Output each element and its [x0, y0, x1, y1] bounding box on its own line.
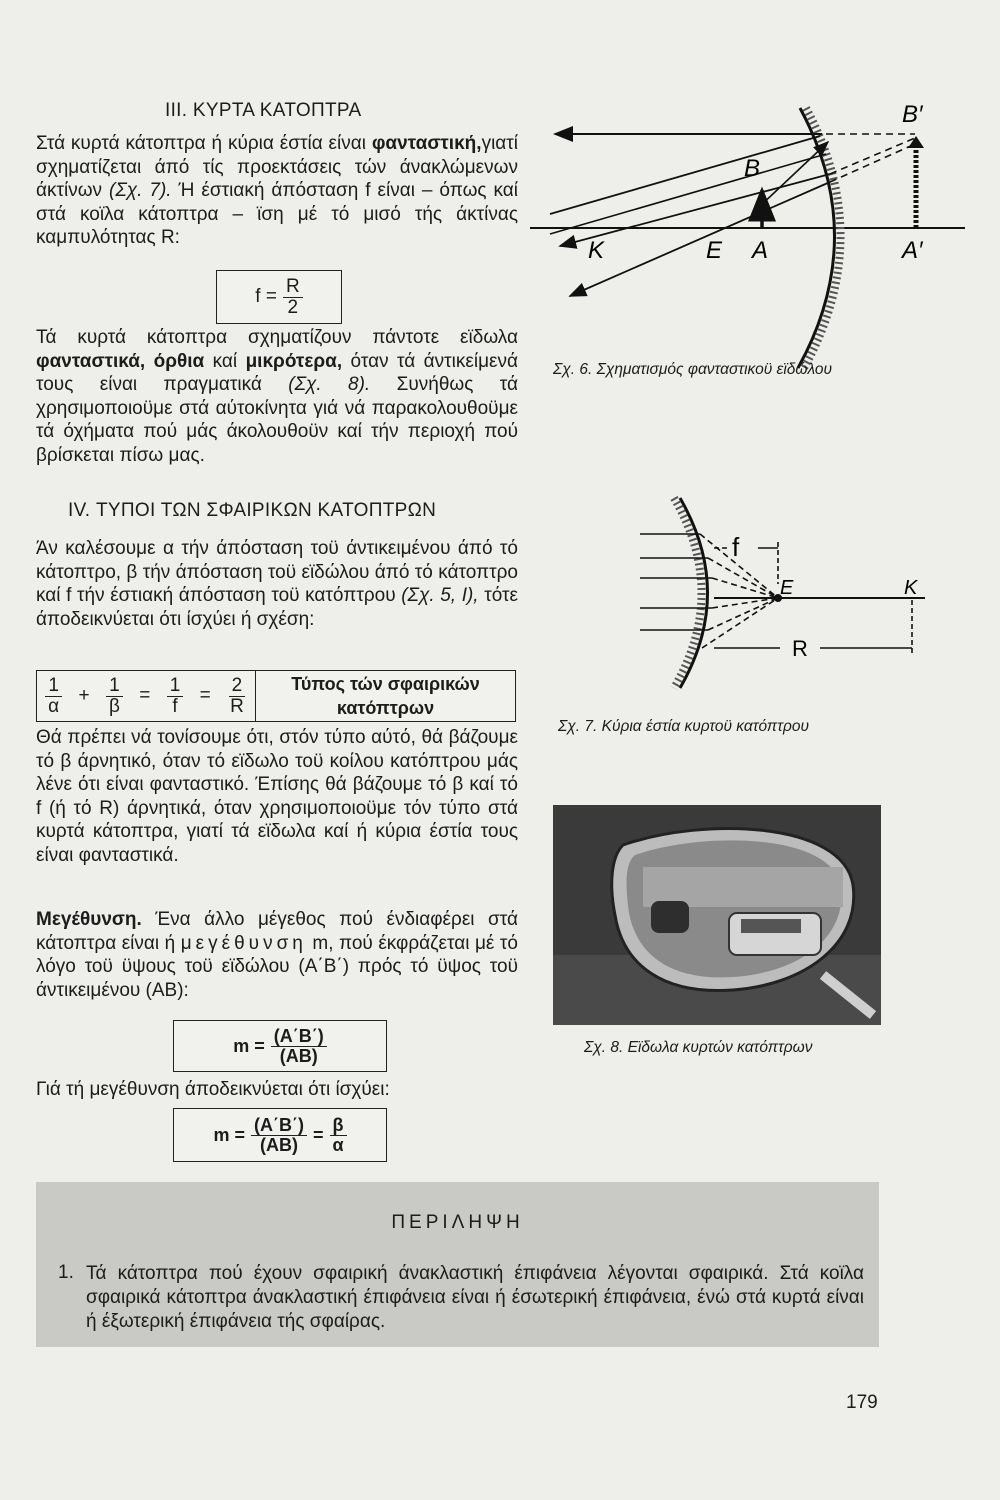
extension-3	[830, 144, 915, 182]
extension-2	[830, 138, 915, 174]
section3-paragraph-2: Τά κυρτά κάτοπτρα σχηματίζουν πάντοτε εϊδωλα φανταστικά, όρθια καί μικρότερα, όταν τά άντικείμενά τους είναι πραγματικά (Σχ. 8). Συνήθως τά χρησιμοποιοϋμε στά αύτοκίνητα γιά νά παρακολουθοϋμε τά όχήματα πού μάς άκολουθοϋν καί τήν περιοχή πού βρίσκεται πίσω μας.	[36, 327, 518, 466]
summary-item-text: Τά κάτοπτρα πού έχουν σφαιρική άνακλαστική έπιφάνεια λέγονται σφαιρικά. Στά κοϊλα σφαιρικά κάτοπτρα άνακλαστική έπιφάνεια είναι ή έσωτερική έπιφάνεια, ένώ στά κυρτά είναι ή έξωτερική έπιφάνεια τής σφαίρας.	[86, 1263, 864, 1332]
figure-6-diagram	[530, 88, 970, 378]
summary-title: ΠΕΡΙΛΗΨΗ	[391, 1212, 524, 1233]
section4-paragraph-2: Θά πρέπει νά τονίσουμε ότι, στόν τύπο αύτό, θά βάζουμε τό β άρνητικό, όταν τό εϊδωλο τοϋ κοίλου κατόπτρου μάς λένε ότι είναι φανταστικό. Έπίσης θά βάζουμε τό β καί τό f (ή τό R) άρνητικά, όταν χρησιμοποιοϋμε τόν τύπο στά κυρτά κάτοπτρα, γιατί τά εϊδωλα καί ή κύρια έστία τους είναι φανταστικά.	[36, 727, 518, 866]
incident-ray-1	[550, 136, 820, 214]
reflected-car-1	[651, 901, 689, 933]
label-A: A	[752, 237, 769, 264]
label-f: f	[732, 532, 740, 562]
magnification-ratio-formula: m = $\frac{(A΄B΄)}{(AB)}$ = $\frac{\beta}{\alpha}$	[173, 1108, 387, 1162]
mirror-hatching	[674, 498, 702, 688]
section4-heading: IV. ΤΥΠΟΙ ΤΩΝ ΣΦΑΙΡΙΚΩΝ ΚΑΤΟΠΤΡΩΝ	[68, 500, 437, 521]
image-arrowhead	[908, 136, 924, 148]
section3-paragraph-1: Στά κυρτά κάτοπτρα ή κύρια έστία είναι φανταστική,γιατί σχηματίζεται άπό τίς προεκτάσεις τών άνακλώμενων άκτίνων (Σχ. 7). Ή έστιακή άπόσταση f είναι – όπως καί στά κοϊλα κάτοπτρα – ϊση μέ τό μισό τής άκτίνας καμπυλότητας R:	[36, 133, 519, 249]
reflected-car-2-window	[741, 919, 801, 933]
figure-8-photo	[553, 805, 881, 1025]
reflected-ray-3	[570, 182, 830, 296]
reflected-ray-2	[560, 174, 830, 246]
figure-7-diagram	[640, 488, 940, 698]
label-E: E	[780, 577, 794, 599]
mirror-equation-box	[36, 670, 516, 722]
section4-paragraph-1: Άν καλέσουμε α τήν άπόσταση τοϋ άντικειμένου άπό τό κάτοπτρο, β τήν άπόσταση τοϋ εϊδώλου άπό τό κάτοπτρο καί f τήν έστιακή άπόσταση τοϋ κατόπτρου (Σχ. 5, Ι), τότε άποδεικνύεται ότι ίσχύει ή σχέση:	[36, 538, 518, 630]
focal-length-formula: f = $\frac{R}{2}$	[216, 270, 342, 324]
label-B: B	[744, 155, 761, 182]
ray-through-B	[550, 154, 826, 234]
figure-7-caption: Σχ. 7. Κύρια έστία κυρτοϋ κατόπτρου	[558, 718, 809, 735]
figure-8-caption: Σχ. 8. Εϊδωλα κυρτών κατόπτρων	[584, 1039, 813, 1056]
mirror-equation-label: Τύπος τών σφαιρικών κατόπτρων	[291, 674, 480, 718]
convex-mirror	[798, 108, 835, 368]
figure-6-caption: Σχ. 6. Σχηματισμός φανταστικοϋ εϊδώλου	[553, 361, 833, 378]
label-K: K	[904, 577, 918, 599]
magnification-formula: m = $\frac{(A΄B΄)}{(AB)}$	[173, 1020, 387, 1072]
label-E: E	[706, 237, 723, 264]
magnification-intro: Γιά τή μεγέθυνση άποδεικνύεται ότι ίσχύει:	[36, 1079, 390, 1100]
section3-heading: III. ΚΥΡΤΑ ΚΑΤΟΠΤΡΑ	[165, 100, 362, 121]
page-number: 179	[846, 1392, 878, 1413]
magnification-paragraph: Μεγέθυνση. Ένα άλλο μέγεθος πού ένδιαφέρει στά κάτοπτρα είναι ή μεγέθυνση m, πού έκφράζεται μέ τό λόγο τοϋ ϋψους τοϋ εϊδώλου (Α΄Β΄) πρός τό ϋψος τοϋ άντικειμένου (ΑΒ):	[36, 909, 518, 1001]
label-B-prime: B′	[902, 101, 923, 128]
mirror-equation: $\frac{1}{\alpha}$ + $\frac{1}{\beta}$ = $\frac{1}{f}$ = $\frac{2}{R}$	[37, 671, 256, 721]
label-K: K	[588, 237, 605, 264]
label-A-prime: A′	[902, 237, 923, 264]
summary-item-number: 1.	[58, 1262, 74, 1283]
label-R: R	[792, 636, 808, 661]
